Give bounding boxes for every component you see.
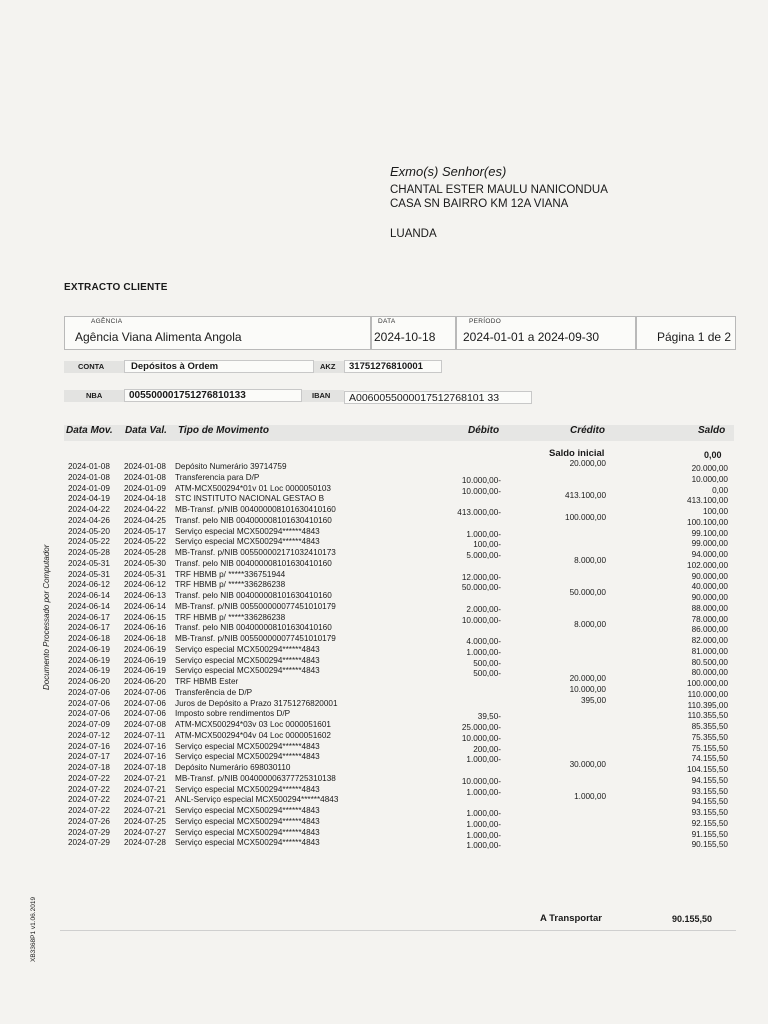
row-date-mov: 2024-01-08 bbox=[68, 472, 110, 482]
row-credit: 8.000,00 bbox=[574, 555, 606, 565]
row-date-val: 2024-05-17 bbox=[124, 526, 166, 536]
row-balance: 99.000,00 bbox=[691, 539, 728, 549]
row-date-mov: 2024-05-31 bbox=[68, 569, 110, 579]
row-date-mov: 2024-06-20 bbox=[68, 677, 110, 686]
row-balance: 93.155,50 bbox=[691, 786, 728, 796]
row-date-mov: 2024-07-22 bbox=[68, 795, 110, 805]
table-row bbox=[64, 731, 734, 742]
row-credit: 395,00 bbox=[580, 695, 606, 705]
agency-label: AGÊNCIA bbox=[91, 318, 123, 325]
row-description: Serviço especial MCX500294******4843 bbox=[175, 741, 320, 751]
row-description: Depósito Numerário 698030110 bbox=[175, 763, 291, 772]
row-debit: 1.000,00- bbox=[466, 819, 501, 829]
row-description: MB-Transf. p/NIB 004000008101630410160 bbox=[175, 505, 336, 514]
row-date-val: 2024-07-16 bbox=[124, 752, 166, 762]
row-date-val: 2024-05-30 bbox=[124, 558, 166, 568]
row-date-mov: 2024-04-22 bbox=[68, 505, 110, 514]
row-date-val: 2024-06-19 bbox=[124, 655, 166, 665]
row-description: MB-Transf. p/NIB 005500000077451010179 bbox=[175, 601, 336, 611]
row-description: Serviço especial MCX500294******4843 bbox=[175, 816, 320, 826]
row-date-mov: 2024-01-08 bbox=[68, 462, 110, 471]
row-date-mov: 2024-07-16 bbox=[68, 741, 110, 751]
row-description: Serviço especial MCX500294******4843 bbox=[175, 784, 320, 794]
row-description: Serviço especial MCX500294******4843 bbox=[175, 806, 320, 815]
row-debit: 200,00- bbox=[473, 744, 501, 754]
table-row bbox=[64, 684, 734, 699]
row-debit: 500,00- bbox=[473, 658, 501, 668]
date-label: DATA bbox=[378, 318, 396, 325]
row-date-val: 2024-06-19 bbox=[124, 644, 166, 654]
row-debit: 100,00- bbox=[473, 540, 501, 550]
col-date-val: Data Val. bbox=[125, 425, 167, 436]
table-row bbox=[64, 742, 734, 753]
row-balance: 92.155,50 bbox=[691, 818, 728, 828]
currency-label: AKZ bbox=[314, 361, 344, 373]
row-description: ANL-Serviço especial MCX500294******4843 bbox=[175, 795, 339, 805]
row-debit: 1.000,00- bbox=[466, 647, 501, 657]
row-description: MB-Transf. p/NIB 005500002171032410173 bbox=[175, 548, 336, 557]
recipient-address: CASA SN BAIRRO KM 12A VIANA bbox=[390, 198, 569, 210]
row-description: Transf. pelo NIB 004000008101630410160 bbox=[175, 515, 332, 525]
table-row bbox=[64, 459, 734, 473]
table-row bbox=[64, 785, 734, 796]
row-date-val: 2024-07-18 bbox=[124, 763, 166, 772]
page-number: Página 1 de 2 bbox=[657, 330, 732, 344]
agency-value: Agência Viana Alimenta Angola bbox=[75, 330, 242, 344]
side-form-code: XB3368P1 v1.06.2019 bbox=[30, 896, 37, 962]
row-date-val: 2024-07-27 bbox=[124, 827, 166, 837]
row-balance: 10.000,00 bbox=[691, 474, 728, 484]
recipient-block bbox=[390, 165, 608, 241]
row-date-val: 2024-07-21 bbox=[124, 784, 166, 794]
table-row bbox=[64, 838, 734, 849]
row-description: TRF HBMB Ester bbox=[175, 677, 239, 686]
row-date-val: 2024-07-08 bbox=[124, 720, 166, 729]
row-description: MB-Transf. p/NIB 004000006377725310138 bbox=[175, 773, 336, 783]
row-date-val: 2024-07-21 bbox=[124, 806, 166, 815]
transactions-table bbox=[64, 459, 734, 851]
row-balance: 86.000,00 bbox=[691, 625, 728, 635]
row-date-mov: 2024-01-09 bbox=[68, 483, 110, 493]
row-balance: 90.000,00 bbox=[691, 571, 728, 581]
row-date-val: 2024-06-13 bbox=[124, 591, 166, 600]
row-debit: 10.000,00- bbox=[461, 486, 501, 496]
row-date-val: 2024-07-06 bbox=[124, 709, 166, 719]
date-box bbox=[371, 316, 456, 350]
row-description: TRF HBMB p/ *****336286238 bbox=[175, 612, 286, 622]
table-row bbox=[64, 752, 734, 763]
row-date-mov: 2024-06-14 bbox=[68, 591, 110, 600]
row-date-mov: 2024-07-29 bbox=[68, 838, 110, 848]
row-description: ATM-MCX500294*03v 03 Loc 0000051601 bbox=[175, 720, 331, 729]
row-balance: 100.000,00 bbox=[687, 679, 728, 688]
row-debit: 10.000,00- bbox=[461, 475, 501, 485]
row-date-val: 2024-06-14 bbox=[124, 601, 166, 611]
row-date-mov: 2024-07-09 bbox=[68, 720, 110, 729]
row-description: TRF HBMB p/ *****336286238 bbox=[175, 580, 286, 590]
col-type: Tipo de Movimento bbox=[178, 425, 269, 436]
opening-balance-label: Saldo inicial bbox=[549, 448, 605, 459]
row-date-mov: 2024-06-19 bbox=[68, 666, 110, 676]
row-balance: 413.100,00 bbox=[687, 496, 728, 506]
period-box bbox=[456, 316, 636, 350]
table-row bbox=[64, 613, 734, 624]
row-description: TRF HBMB p/ *****336751944 bbox=[175, 569, 286, 579]
row-date-mov: 2024-07-18 bbox=[68, 763, 110, 772]
page-box bbox=[636, 316, 736, 350]
agency-box bbox=[64, 316, 371, 350]
row-date-val: 2024-06-20 bbox=[124, 677, 166, 686]
conta-label: CONTA bbox=[64, 361, 124, 373]
row-balance: 20.000,00 bbox=[691, 464, 728, 473]
row-description: Imposto sobre rendimentos D/P bbox=[175, 709, 291, 719]
row-balance: 102.000,00 bbox=[687, 560, 728, 570]
row-credit: 10.000,00 bbox=[569, 684, 606, 694]
row-date-val: 2024-07-28 bbox=[124, 838, 166, 848]
row-balance: 93.155,50 bbox=[691, 808, 728, 817]
row-description: Juros de Depósito a Prazo 31751276820001 bbox=[175, 698, 338, 708]
period-label: PERÍODO bbox=[469, 318, 502, 325]
row-date-val: 2024-06-18 bbox=[124, 634, 166, 643]
table-row bbox=[64, 720, 734, 731]
table-row bbox=[64, 695, 734, 710]
row-credit: 8.000,00 bbox=[574, 620, 606, 630]
col-debit: Débito bbox=[468, 425, 500, 436]
table-row bbox=[64, 828, 734, 839]
col-date-mov: Data Mov. bbox=[66, 425, 113, 436]
row-balance: 80.000,00 bbox=[691, 668, 728, 678]
row-debit: 1.000,00- bbox=[466, 830, 501, 840]
recipient-name: CHANTAL ESTER MAULU NANICONDUA bbox=[390, 184, 608, 196]
row-date-val: 2024-06-12 bbox=[124, 580, 166, 590]
row-description: Serviço especial MCX500294******4843 bbox=[175, 537, 320, 547]
document-title: EXTRACTO CLIENTE bbox=[64, 282, 168, 293]
row-description: STC INSTITUTO NACIONAL GESTAO B bbox=[175, 494, 325, 504]
col-credit: Crédito bbox=[570, 425, 605, 436]
row-date-mov: 2024-05-20 bbox=[68, 526, 110, 536]
row-balance: 90.155,50 bbox=[691, 840, 728, 850]
row-debit: 10.000,00- bbox=[461, 776, 501, 786]
row-debit: 1.000,00- bbox=[466, 755, 501, 765]
row-credit: 100.000,00 bbox=[565, 512, 606, 522]
row-balance: 90.000,00 bbox=[691, 593, 728, 602]
row-date-val: 2024-04-22 bbox=[124, 505, 166, 514]
row-description: Serviço especial MCX500294******4843 bbox=[175, 655, 320, 665]
row-debit: 12.000,00- bbox=[461, 572, 501, 582]
row-balance: 81.000,00 bbox=[691, 646, 728, 656]
row-date-mov: 2024-06-18 bbox=[68, 634, 110, 643]
row-description: Serviço especial MCX500294******4843 bbox=[175, 752, 320, 762]
row-date-val: 2024-05-28 bbox=[124, 548, 166, 557]
row-debit: 1.000,00- bbox=[466, 809, 501, 818]
row-balance: 80.500,00 bbox=[691, 657, 728, 667]
row-description: Transferencia para D/P bbox=[175, 472, 260, 482]
row-credit: 20.000,00 bbox=[569, 674, 606, 683]
row-debit: 4.000,00- bbox=[466, 637, 501, 646]
row-credit: 1.000,00 bbox=[574, 792, 606, 802]
table-row bbox=[64, 537, 734, 548]
table-row bbox=[64, 580, 734, 591]
row-balance: 110.355,50 bbox=[687, 711, 728, 721]
row-description: Transf. pelo NIB 004000008101630410160 bbox=[175, 623, 332, 633]
row-credit: 413.100,00 bbox=[565, 491, 606, 501]
footer-rule bbox=[60, 930, 736, 931]
row-balance: 94.155,50 bbox=[691, 775, 728, 785]
row-date-val: 2024-04-25 bbox=[124, 515, 166, 525]
row-date-mov: 2024-06-19 bbox=[68, 655, 110, 665]
row-debit: 500,00- bbox=[473, 669, 501, 679]
row-date-mov: 2024-05-31 bbox=[68, 558, 110, 568]
row-balance: 88.000,00 bbox=[691, 603, 728, 613]
iban-label: IBAN bbox=[302, 390, 344, 402]
row-description: Serviço especial MCX500294******4843 bbox=[175, 827, 320, 837]
row-balance: 94.000,00 bbox=[691, 550, 728, 559]
table-row bbox=[64, 645, 734, 656]
row-balance: 82.000,00 bbox=[691, 636, 728, 645]
row-balance: 99.100,00 bbox=[691, 528, 728, 538]
row-balance: 104.155,50 bbox=[687, 765, 728, 774]
row-balance: 40.000,00 bbox=[691, 582, 728, 592]
row-date-mov: 2024-07-06 bbox=[68, 709, 110, 719]
row-balance: 78.000,00 bbox=[691, 614, 728, 624]
row-date-val: 2024-06-15 bbox=[124, 612, 166, 622]
row-date-mov: 2024-06-14 bbox=[68, 601, 110, 611]
row-date-val: 2024-07-21 bbox=[124, 773, 166, 783]
nba-value: 005500001751276810133 bbox=[124, 389, 302, 402]
row-date-mov: 2024-07-29 bbox=[68, 827, 110, 837]
date-value: 2024-10-18 bbox=[374, 330, 436, 344]
row-date-mov: 2024-07-22 bbox=[68, 806, 110, 815]
carry-label: A Transportar bbox=[540, 913, 602, 924]
carry-value: 90.155,50 bbox=[672, 914, 713, 924]
col-balance: Saldo bbox=[698, 425, 726, 436]
account-number: 31751276810001 bbox=[344, 360, 442, 373]
row-date-mov: 2024-06-19 bbox=[68, 644, 110, 654]
table-row bbox=[64, 548, 734, 559]
row-date-val: 2024-05-22 bbox=[124, 537, 166, 547]
period-value: 2024-01-01 a 2024-09-30 bbox=[463, 330, 600, 344]
row-date-mov: 2024-07-26 bbox=[68, 816, 110, 826]
row-credit: 20.000,00 bbox=[569, 459, 606, 468]
row-date-val: 2024-01-09 bbox=[124, 483, 166, 493]
iban-value: A0060055000017512768101 33 bbox=[344, 391, 532, 404]
table-row bbox=[64, 806, 734, 817]
table-row bbox=[64, 709, 734, 720]
row-description: ATM-MCX500294*04v 04 Loc 0000051602 bbox=[175, 730, 331, 740]
table-row bbox=[64, 570, 734, 581]
row-balance: 110.395,00 bbox=[687, 700, 728, 710]
table-row bbox=[64, 656, 734, 667]
row-date-mov: 2024-07-17 bbox=[68, 752, 110, 762]
recipient-city: LUANDA bbox=[390, 228, 437, 240]
row-balance: 91.155,50 bbox=[691, 829, 728, 839]
row-balance: 75.155,50 bbox=[691, 743, 728, 753]
row-debit: 39,50- bbox=[477, 712, 501, 722]
row-date-mov: 2024-07-12 bbox=[68, 730, 110, 740]
row-date-val: 2024-06-19 bbox=[124, 666, 166, 676]
row-debit: 2.000,00- bbox=[466, 604, 501, 614]
table-row bbox=[64, 484, 734, 495]
side-processed-text: Documento Processado por Computador bbox=[42, 544, 51, 690]
row-date-mov: 2024-05-22 bbox=[68, 537, 110, 547]
table-row bbox=[64, 792, 734, 807]
row-description: Serviço especial MCX500294******4843 bbox=[175, 526, 320, 536]
row-date-val: 2024-07-16 bbox=[124, 741, 166, 751]
row-debit: 1.000,00- bbox=[466, 841, 501, 851]
row-date-val: 2024-07-25 bbox=[124, 816, 166, 826]
row-date-val: 2024-06-16 bbox=[124, 623, 166, 633]
table-row bbox=[64, 588, 734, 602]
row-date-mov: 2024-04-26 bbox=[68, 515, 110, 525]
table-row bbox=[64, 527, 734, 538]
row-balance: 85.355,50 bbox=[691, 722, 728, 731]
row-date-mov: 2024-04-19 bbox=[68, 494, 110, 504]
row-credit: 50.000,00 bbox=[569, 588, 606, 597]
opening-balance-value: 0,00 bbox=[704, 450, 722, 460]
row-description: Transferência de D/P bbox=[175, 687, 253, 697]
row-debit: 10.000,00- bbox=[461, 615, 501, 625]
row-date-mov: 2024-07-22 bbox=[68, 784, 110, 794]
row-balance: 75.355,50 bbox=[691, 732, 728, 742]
row-balance: 100.100,00 bbox=[687, 517, 728, 527]
row-debit: 25.000,00- bbox=[461, 723, 501, 732]
row-description: Serviço especial MCX500294******4843 bbox=[175, 644, 320, 654]
table-row bbox=[64, 817, 734, 828]
row-debit: 1.000,00- bbox=[466, 787, 501, 797]
row-credit: 30.000,00 bbox=[569, 760, 606, 769]
row-date-mov: 2024-06-17 bbox=[68, 623, 110, 633]
row-balance: 0,00 bbox=[712, 485, 728, 495]
row-date-val: 2024-07-21 bbox=[124, 795, 166, 805]
row-description: Serviço especial MCX500294******4843 bbox=[175, 666, 320, 676]
table-row bbox=[64, 602, 734, 613]
row-debit: 413.000,00- bbox=[457, 508, 501, 517]
row-date-mov: 2024-05-28 bbox=[68, 548, 110, 557]
row-debit: 1.000,00- bbox=[466, 529, 501, 539]
table-row bbox=[64, 473, 734, 484]
row-date-val: 2024-07-06 bbox=[124, 698, 166, 708]
table-row bbox=[64, 666, 734, 677]
row-description: Transf. pelo NIB 004000008101630410160 bbox=[175, 558, 332, 568]
row-date-mov: 2024-07-06 bbox=[68, 698, 110, 708]
table-row bbox=[64, 774, 734, 785]
row-description: ATM-MCX500294*01v 01 Loc 0000050103 bbox=[175, 483, 331, 493]
row-date-val: 2024-07-06 bbox=[124, 687, 166, 697]
row-description: Transf. pelo NIB 004000008101630410160 bbox=[175, 591, 332, 600]
row-date-mov: 2024-06-17 bbox=[68, 612, 110, 622]
row-date-mov: 2024-07-22 bbox=[68, 773, 110, 783]
row-debit: 5.000,00- bbox=[466, 551, 501, 560]
table-row bbox=[64, 634, 734, 645]
row-balance: 74.155,50 bbox=[691, 754, 728, 764]
row-debit: 50.000,00- bbox=[461, 583, 501, 593]
row-date-mov: 2024-07-06 bbox=[68, 687, 110, 697]
row-debit: 10.000,00- bbox=[461, 733, 501, 743]
table-row bbox=[64, 505, 734, 516]
row-description: MB-Transf. p/NIB 005500000077451010179 bbox=[175, 634, 336, 643]
row-date-val: 2024-04-18 bbox=[124, 494, 166, 504]
row-balance: 94.155,50 bbox=[691, 797, 728, 807]
conta-value: Depósitos à Ordem bbox=[124, 360, 314, 373]
recipient-greeting: Exmo(s) Senhor(es) bbox=[390, 164, 507, 179]
row-date-val: 2024-07-11 bbox=[124, 730, 166, 740]
row-description: Depósito Numerário 39714759 bbox=[175, 462, 287, 471]
row-date-val: 2024-01-08 bbox=[124, 472, 166, 482]
row-balance: 110.000,00 bbox=[687, 689, 728, 699]
row-balance: 100,00 bbox=[702, 507, 728, 516]
row-date-val: 2024-01-08 bbox=[124, 462, 166, 471]
row-date-val: 2024-05-31 bbox=[124, 569, 166, 579]
nba-label: NBA bbox=[64, 390, 124, 402]
row-date-mov: 2024-06-12 bbox=[68, 580, 110, 590]
row-description: Serviço especial MCX500294******4843 bbox=[175, 838, 320, 848]
